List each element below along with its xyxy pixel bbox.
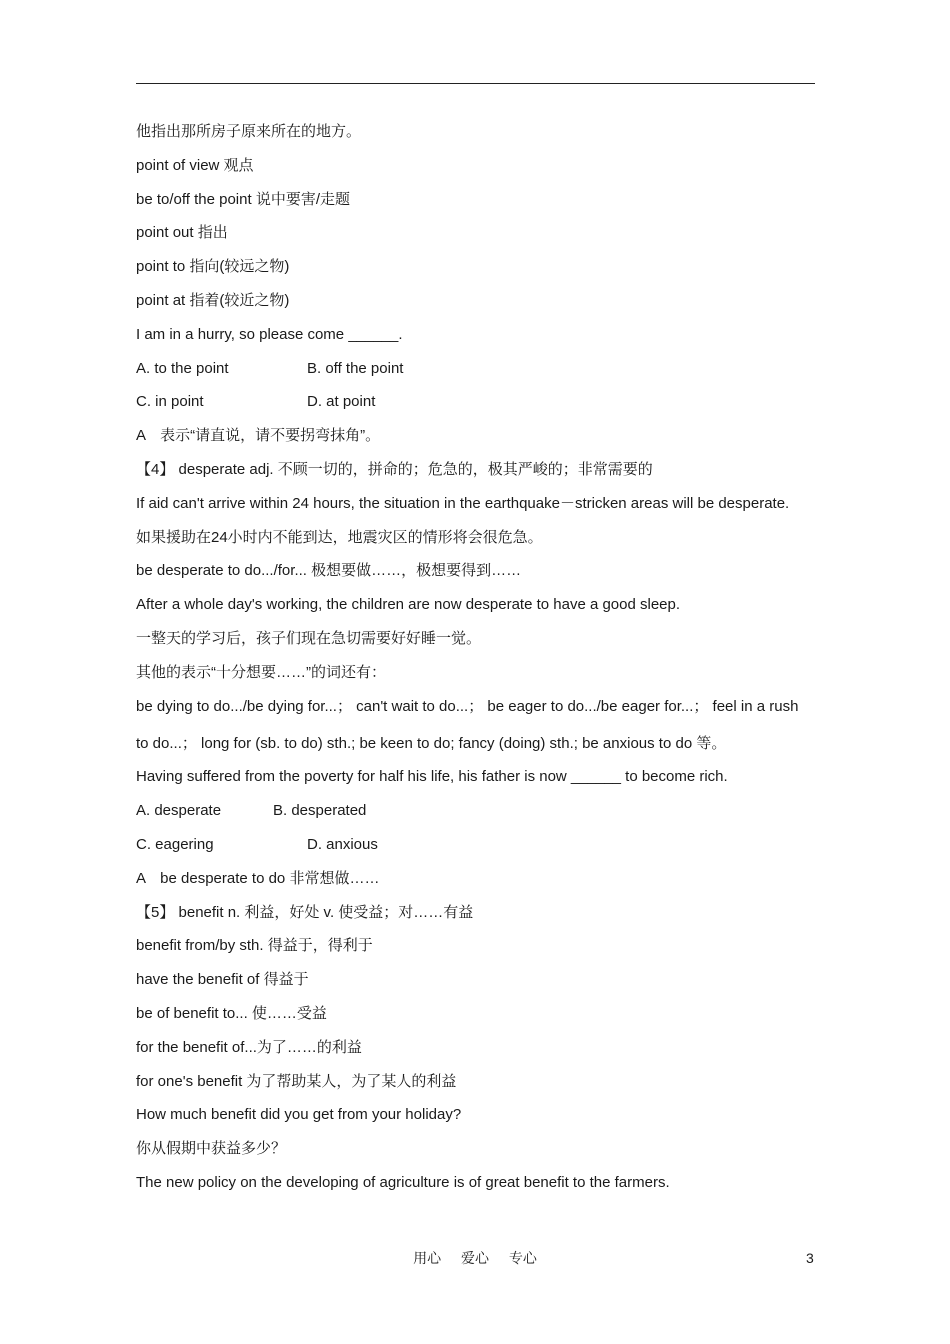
option-a: A. desperate	[136, 802, 222, 820]
text-line: 一整天的学习后，孩子们现在急切需要好好睡一觉。	[136, 629, 482, 647]
text-line: After a whole day's working, the children are now desperate to have a good sleep.	[136, 596, 681, 614]
option-d: D. anxious	[307, 835, 378, 853]
option-c: C. eagering	[136, 835, 214, 853]
answer-line: A 表示“请直说，请不要拐弯抹角”。	[136, 427, 381, 445]
section-heading: 【4】 desperate adj. 不顾一切的，拼命的；危急的，极其严峻的；非常需要的	[136, 460, 653, 478]
section-heading: 【5】 benefit n. 利益，好处 v. 使受益；对……有益	[136, 903, 474, 921]
text-line: be of benefit to... 使……受益	[136, 1004, 327, 1022]
text-line: have the benefit of 得益于	[136, 971, 309, 989]
text-line: for the benefit of...为了……的利益	[136, 1038, 362, 1056]
text-line: The new policy on the developing of agriculture is of great benefit to the farmers.	[136, 1173, 670, 1191]
option-b: B. off the point	[307, 359, 404, 377]
option-c: C. in point	[136, 393, 204, 411]
answer-line: A be desperate to do 非常想做……	[136, 869, 380, 887]
option-a: A. to the point	[136, 359, 229, 377]
text-line: point to 指向(较远之物)	[136, 258, 290, 276]
text-line: 如果援助在24小时内不能到达，地震灾区的情形将会很危急。	[136, 528, 543, 546]
text-line: How much benefit did you get from your holiday?	[136, 1106, 462, 1124]
page-body	[136, 122, 816, 1207]
text-line: If aid can't arrive within 24 hours, the situation in the earthquake－stricken areas will be desperate.	[136, 494, 790, 512]
text-line: point of view 观点	[136, 156, 254, 174]
options-row	[136, 359, 816, 379]
text-line: 他指出那所房子原来所在的地方。	[136, 123, 362, 140]
text-line: 其他的表示“十分想要……”的词还有：	[136, 663, 386, 681]
footer-motto: 用心 爱心 专心	[413, 1250, 537, 1266]
option-b: B. desperated	[273, 802, 367, 820]
text-line: 你从假期中获益多少？	[136, 1140, 287, 1158]
text-line: point out 指出	[136, 224, 228, 242]
text-line: point at 指着(较近之物)	[136, 291, 290, 309]
text-line: for one's benefit 为了帮助某人，为了某人的利益	[136, 1072, 457, 1090]
text-line: to do...； long for (sb. to do) sth.; be keen to do; fancy (doing) sth.; be anxious to do 等。	[136, 734, 727, 752]
text-line: be desperate to do.../for... 极想要做……，极想要得到……	[136, 562, 522, 580]
page-footer	[0, 1248, 950, 1268]
question-line: I am in a hurry, so please come ______.	[136, 325, 403, 343]
options-row	[136, 801, 816, 821]
options-row	[136, 392, 816, 412]
page-number: 3	[806, 1250, 814, 1266]
header-rule	[136, 83, 815, 84]
text-line: benefit from/by sth. 得益于，得利于	[136, 937, 373, 955]
text-line: be dying to do.../be dying for...； can't wait to do...； be eager to do.../be eager for...； feel in a rush	[136, 697, 799, 715]
text-line: be to/off the point 说中要害/走题	[136, 190, 350, 208]
options-row	[136, 835, 816, 855]
option-d: D. at point	[307, 393, 376, 411]
question-line: Having suffered from the poverty for half his life, his father is now ______ to become rich.	[136, 768, 728, 786]
